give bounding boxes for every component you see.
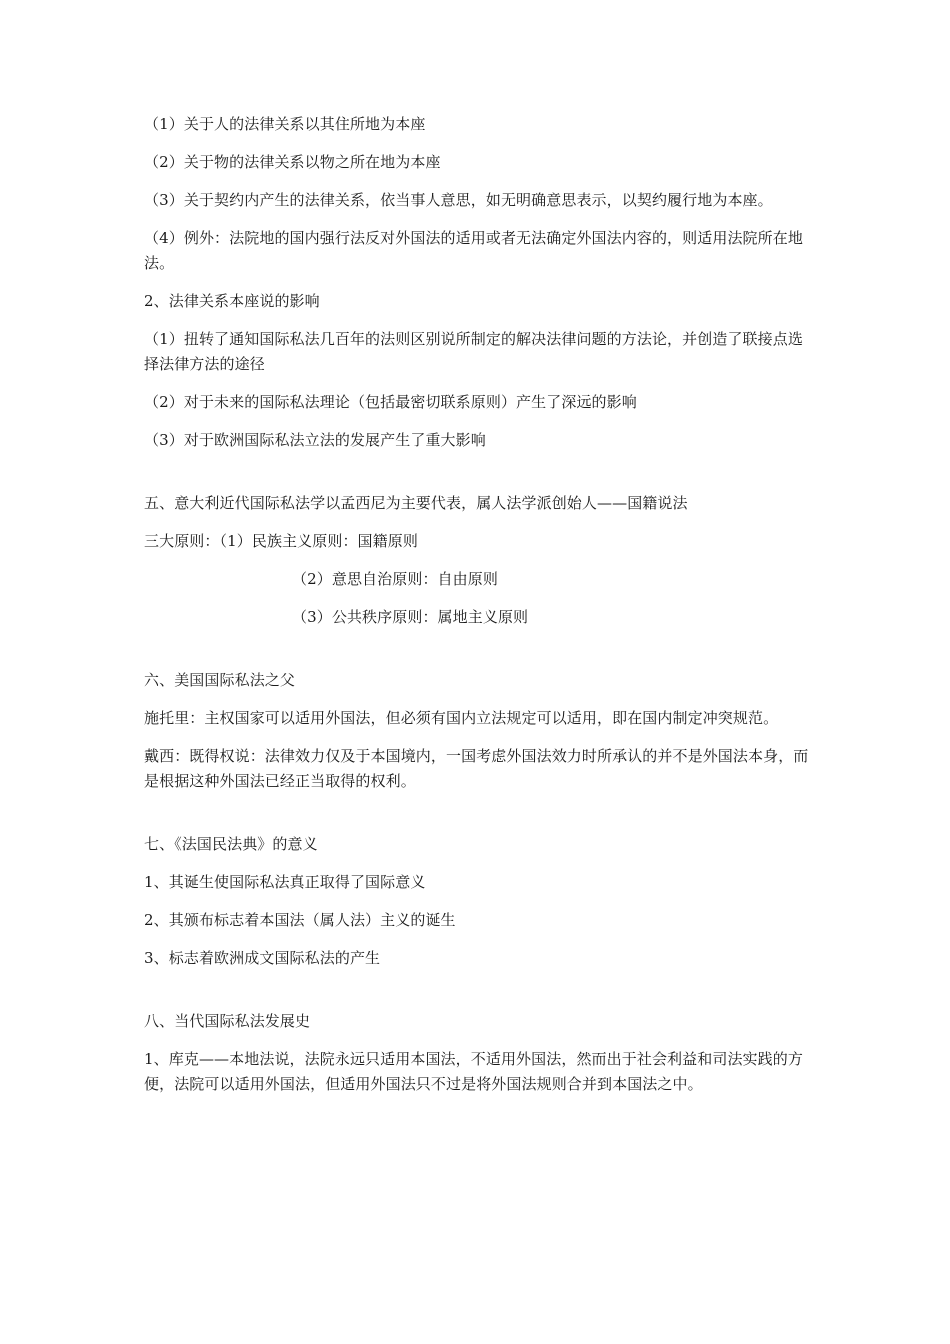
paragraph: （2）关于物的法律关系以物之所在地为本座 (144, 153, 441, 171)
spacer (144, 807, 810, 832)
spacer (144, 984, 810, 1009)
paragraph: （3）公共秩序原则：属地主义原则 (292, 608, 529, 626)
subheading: 2、法律关系本座说的影响 (144, 292, 320, 310)
paragraph: 1、其诞生使国际私法真正取得了国际意义 (144, 873, 426, 891)
paragraph: 2、其颁布标志着本国法（属人法）主义的诞生 (144, 911, 456, 929)
section-heading: 七、《法国民法典》的意义 (144, 835, 318, 853)
paragraph: 三大原则：（1）民族主义原则：国籍原则 (144, 532, 418, 550)
paragraph: （1）关于人的法律关系以其住所地为本座 (144, 115, 426, 133)
spacer (144, 466, 810, 491)
paragraph: 1、库克——本地法说，法院永远只适用本国法，不适用外国法，然而出于社会利益和司法实践的方便，法院可以适用外国法，但适用外国法只不过是将外国法规则合并到本国法之中。 (144, 1050, 803, 1093)
paragraph: （4）例外：法院地的国内强行法反对外国法的适用或者无法确定外国法内容的，则适用法院所在地法。 (144, 229, 803, 272)
paragraph: 戴西：既得权说：法律效力仅及于本国境内，一国考虑外国法效力时所承认的并不是外国法本身，而是根据这种外国法已经正当取得的权利。 (144, 747, 809, 790)
paragraph: 3、标志着欧洲成文国际私法的产生 (144, 949, 381, 967)
section-heading: 五、意大利近代国际私法学以孟西尼为主要代表，属人法学派创始人——国籍说法 (144, 494, 688, 512)
paragraph: （3）对于欧洲国际私法立法的发展产生了重大影响 (144, 431, 486, 449)
section-heading: 六、美国国际私法之父 (144, 671, 296, 689)
paragraph: （2）对于未来的国际私法理论（包括最密切联系原则）产生了深远的影响 (144, 393, 637, 411)
paragraph: （3）关于契约内产生的法律关系，依当事人意思，如无明确意思表示，以契约履行地为本座。 (144, 191, 773, 209)
document-page (144, 112, 810, 1110)
paragraph: （1）扭转了通知国际私法几百年的法则区别说所制定的解决法律问题的方法论，并创造了联接点选择法律方法的途径 (144, 330, 803, 373)
spacer (144, 643, 810, 668)
paragraph: （2）意思自治原则：自由原则 (292, 570, 498, 588)
paragraph: 施托里：主权国家可以适用外国法，但必须有国内立法规定可以适用，即在国内制定冲突规范。 (144, 709, 779, 727)
section-heading: 八、当代国际私法发展史 (144, 1012, 311, 1030)
